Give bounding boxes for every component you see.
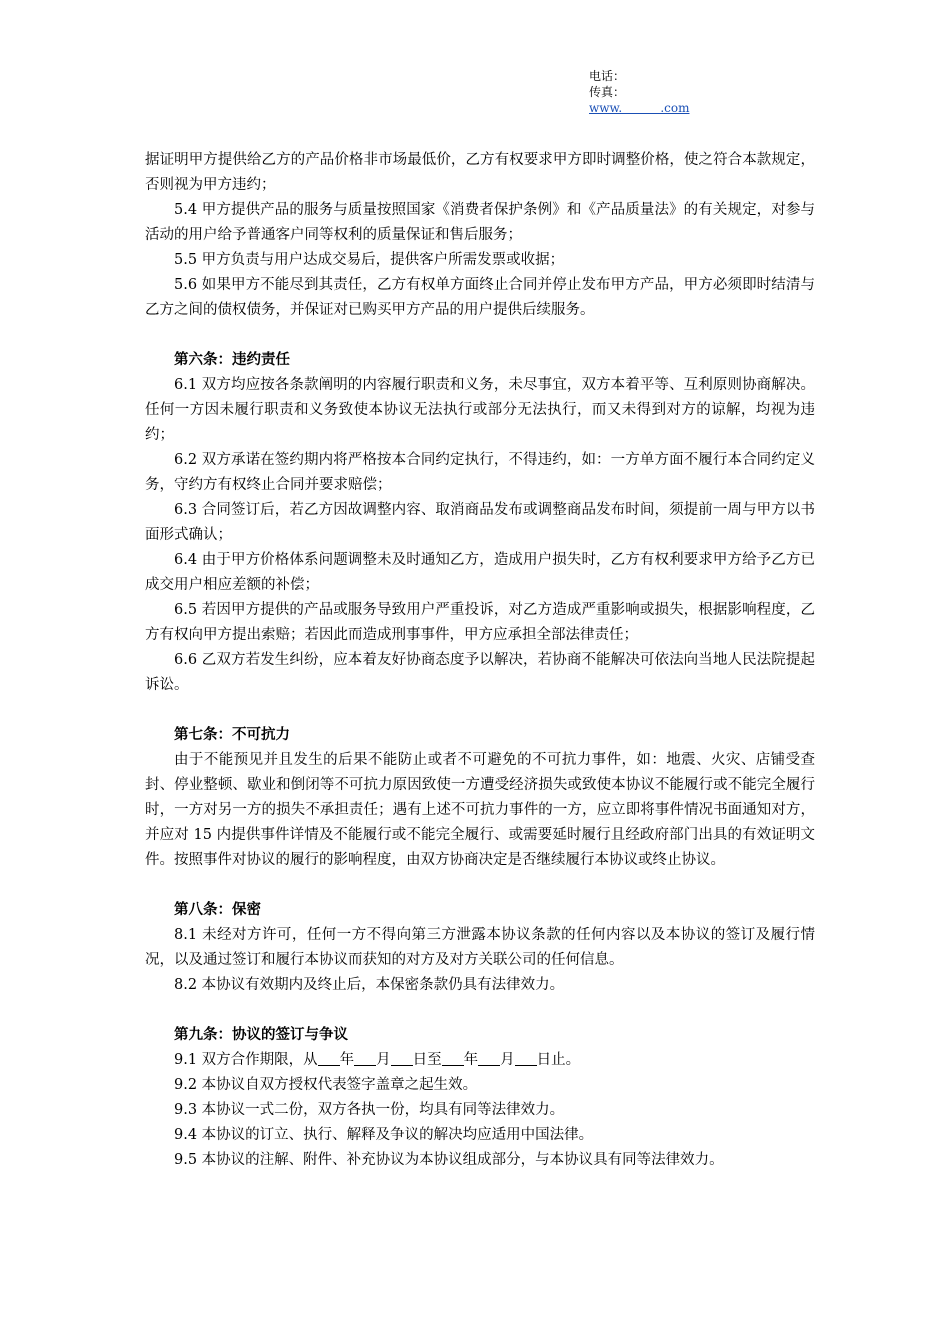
day-to-label: 日至 — [412, 1052, 442, 1068]
clause-5-3-continuation: 据证明甲方提供给乙方的产品价格非市场最低价，乙方有权要求甲方即时调整价格，使之符合本款规定，否则视为甲方违约； — [145, 152, 815, 193]
clause-5-6: 5.6 如果甲方不能尽到其责任，乙方有权单方面终止合同并停止发布甲方产品，甲方必须即时结清与乙方之间的债权债务，并保证对已购买甲方产品的用户提供后续服务。 — [145, 277, 815, 318]
section-8-title: 第八条：保密 — [174, 902, 261, 918]
year-label: 年 — [463, 1052, 479, 1068]
clause-6-6: 6.6 乙双方若发生纠纷，应本着友好协商态度予以解决，若协商不能解决可依法向当地人民法院提起诉讼。 — [145, 652, 815, 693]
phone-label: 电话： — [589, 69, 626, 83]
clause-6-4: 6.4 由于甲方价格体系问题调整未及时通知乙方，造成用户损失时，乙方有权利要求甲方给予乙方已成交用户相应差额的补偿； — [145, 552, 815, 593]
clause-6-2: 6.2 双方承诺在签约期内将严格按本合同约定执行，不得违约，如：一方单方面不履行本合同约定义务，守约方有权终止合同并要求赔偿； — [145, 452, 815, 493]
section-9-title: 第九条：协议的签订与争议 — [174, 1027, 348, 1043]
section-7-title: 第七条：不可抗力 — [174, 727, 290, 743]
clause-9-1-prefix: 9.1 双方合作期限，从 — [174, 1052, 318, 1068]
day-end-label: 日止。 — [536, 1052, 581, 1068]
clause-9-5: 9.5 本协议的注解、附件、补充协议为本协议组成部分，与本协议具有同等法律效力。 — [174, 1152, 724, 1168]
clause-6-5: 6.5 若因甲方提供的产品或服务导致用户严重投诉，对乙方造成严重影响或损失，根据影响程度，乙方有权向甲方提出索赔；若因此而造成刑事事件，甲方应承担全部法律责任； — [145, 602, 815, 643]
clause-5-5: 5.5 甲方负责与用户达成交易后，提供客户所需发票或收据； — [174, 252, 565, 268]
fax-label: 传真： — [589, 85, 626, 99]
end-day-blank[interactable] — [515, 1051, 537, 1066]
section-6-title: 第六条：违约责任 — [174, 352, 290, 368]
clause-5-4: 5.4 甲方提供产品的服务与质量按照国家《消费者保护条例》和《产品质量法》的有关规定，对参与活动的用户给予普通客户同等权利的质量保证和售后服务； — [145, 202, 815, 243]
document-body — [145, 148, 815, 1173]
clause-9-1 — [145, 1048, 815, 1073]
start-year-blank[interactable] — [318, 1051, 340, 1066]
start-month-blank[interactable] — [354, 1051, 376, 1066]
clause-9-4: 9.4 本协议的订立、执行、解释及争议的解决均应适用中国法律。 — [174, 1127, 594, 1143]
clause-9-3: 9.3 本协议一式二份，双方各执一份，均具有同等法律效力。 — [174, 1102, 565, 1118]
month-label: 月 — [500, 1052, 515, 1068]
clause-8-1: 8.1 未经对方许可，任何一方不得向第三方泄露本协议条款的任何内容以及本协议的签订及履行情况，以及通过签订和履行本协议而获知的对方及对方关联公司的任何信息。 — [145, 927, 815, 968]
website-link[interactable]: www. .com — [589, 101, 690, 115]
page-header — [589, 68, 690, 116]
year-label: 年 — [339, 1052, 355, 1068]
clause-6-1: 6.1 双方均应按各条款阐明的内容履行职责和义务，未尽事宜，双方本着平等、互利原则协商解决。任何一方因未履行职责和义务致使本协议无法执行或部分无法执行，而又未得到对方的谅解，均视为违约； — [145, 377, 815, 443]
end-month-blank[interactable] — [478, 1051, 500, 1066]
clause-6-3: 6.3 合同签订后，若乙方因故调整内容、取消商品发布或调整商品发布时间，须提前一周与甲方以书面形式确认； — [145, 502, 815, 543]
force-majeure-paragraph: 由于不能预见并且发生的后果不能防止或者不可避免的不可抗力事件，如：地震、火灾、店铺受查封、停业整顿、歇业和倒闭等不可抗力原因致使一方遭受经济损失或致使本协议不能履行或不能完全履行时，一方对另一方的损失不承担责任；遇有上述不可抗力事件的一方，应立即将事件情况书面通知对方，并应对 15 内提供事件详情及不能履行或不能完全履行、或需要延时履行且经政府部门出具的有效证明文件。按照事件对协议的履行的影响程度，由双方协商决定是否继续履行本协议或终止协议。 — [145, 752, 815, 868]
start-day-blank[interactable] — [391, 1051, 413, 1066]
clause-8-2: 8.2 本协议有效期内及终止后，本保密条款仍具有法律效力。 — [174, 977, 565, 993]
end-year-blank[interactable] — [442, 1051, 464, 1066]
clause-9-2: 9.2 本协议自双方授权代表签字盖章之起生效。 — [174, 1077, 478, 1093]
month-label: 月 — [376, 1052, 391, 1068]
